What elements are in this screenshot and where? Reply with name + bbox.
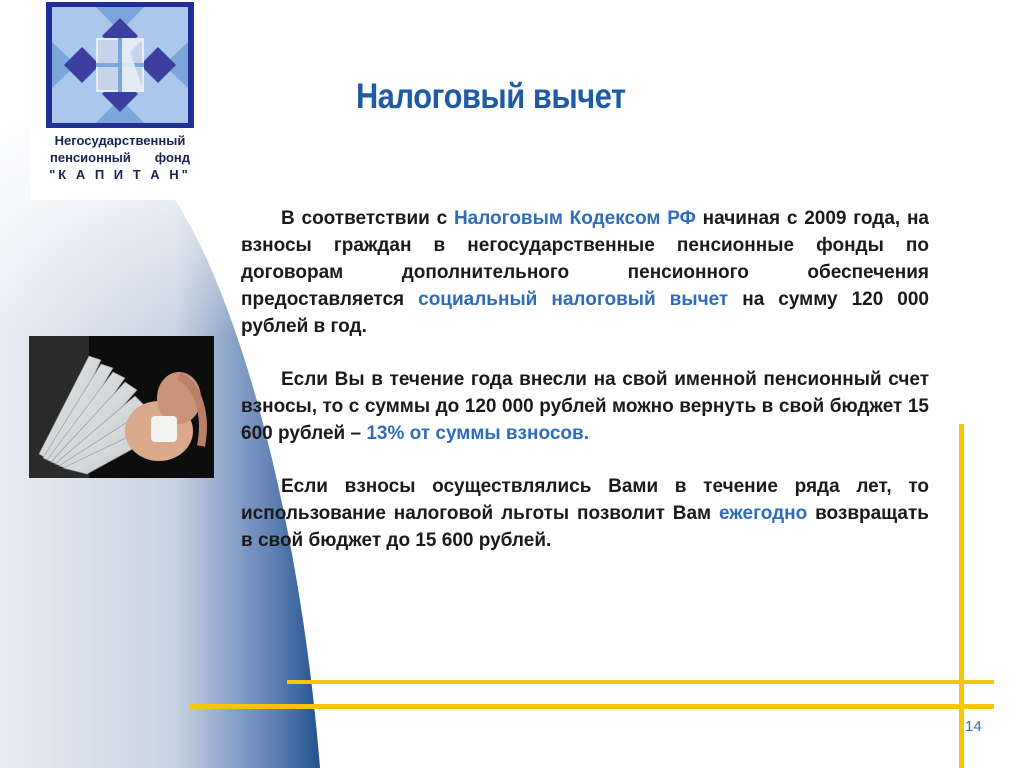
money-in-hands-photo [29,336,214,478]
logo-line-3: "К А П И Т А Н" [49,167,191,182]
paragraph-text: на сумму 120 000 рублей в год. [241,289,929,337]
highlight-social-deduction: социальный налоговый вычет [418,289,729,310]
paragraph-text: Если взносы осуществлялись Вами в течение ряда лет, то использование налоговой льготы позволит Вам [241,476,929,524]
logo-line-2: пенсионный фонд [50,150,190,165]
logo-emblem-icon [46,2,194,128]
page-number: 14 [965,718,982,735]
paragraph-tax-code [241,205,929,340]
highlight-percent: 13% от суммы взносов. [366,423,589,444]
company-logo [30,0,210,200]
decor-horizontal-line-1 [287,680,994,684]
paragraph-text: начиная с 2009 года, на взносы граждан в негосударственные пенсионные фонды по договорам дополнительного пенсионного обеспечения предоставляется [241,208,929,310]
slide-title: Налоговый вычет [356,77,626,116]
paragraph-text: В соответствии с [281,208,454,229]
logo-line-1: Негосударственный [54,133,186,148]
paragraph-text: возвращать в свой бюджет до 15 600 рублей. [241,503,929,551]
slide-body [241,205,929,580]
paragraph-text: Если Вы в течение года внесли на свой именной пенсионный счет взносы, то с суммы до 120 000 рублей можно вернуть в свой бюджет 15 600 рублей – [241,369,929,444]
decor-horizontal-line-2 [190,704,994,709]
highlight-yearly: ежегодно [718,503,808,524]
logo-caption [30,132,210,183]
paragraph-yearly [241,473,929,554]
paragraph-refund [241,366,929,447]
decor-vertical-line-1 [959,424,964,768]
highlight-tax-code: Налоговым Кодексом РФ [453,208,696,229]
